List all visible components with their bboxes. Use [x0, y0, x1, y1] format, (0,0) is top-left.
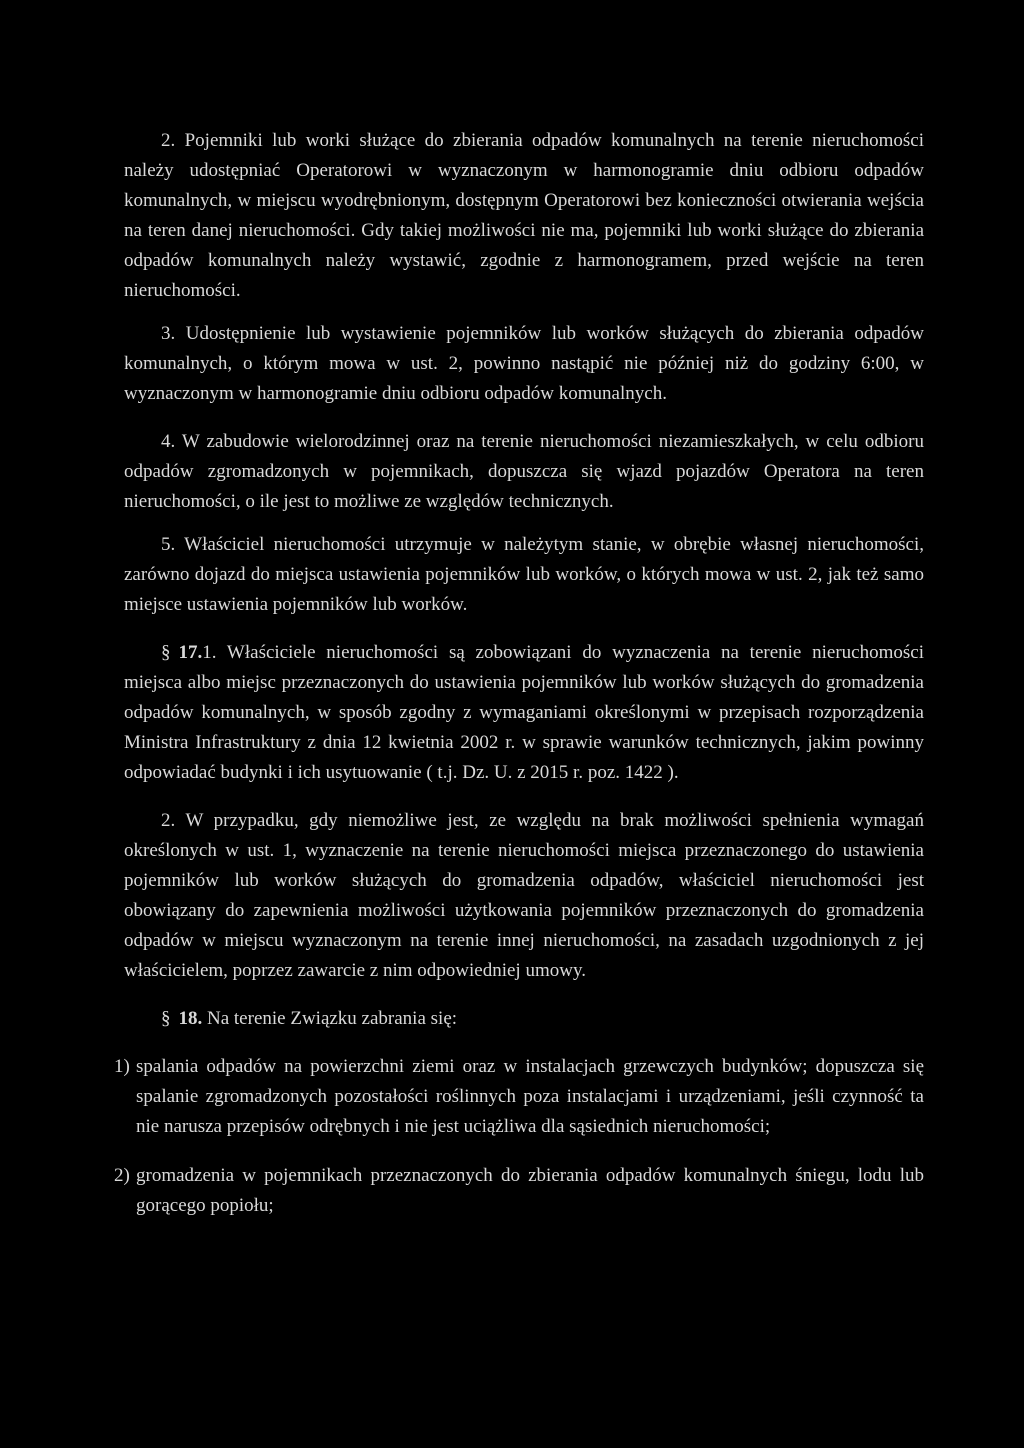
list-item-number: 1) [114, 1056, 130, 1077]
paragraph-4: 4. W zabudowie wielorodzinnej oraz na terenie nieruchomości niezamieszkałych, w celu odbioru odpadów zgromadzonych w pojemnikach, dopuszcza się wjazd pojazdów Operatora na teren nieruchomości, o ile jest to możliwe ze względów technicznych. [124, 431, 924, 512]
section-17-paragraph-1 [124, 638, 924, 788]
section-18-number: 18. [178, 1008, 203, 1029]
list-item [114, 1052, 924, 1142]
section-18-intro: Na terenie Związku zabrania się: [207, 1008, 458, 1029]
section-sign-17: § [161, 642, 171, 663]
section-18-heading [124, 1004, 924, 1034]
section-17-text: 1. Właściciele nieruchomości są zobowiązani do wyznaczenia na terenie nieruchomości miejsca albo miejsc przeznaczonych do ustawienia pojemników lub worków służących do gromadzenia odpadów komunalnych, w sposób zgodny z wymaganiami określonymi w przepisach rozporządzenia Ministra Infrastruktury z dnia 12 kwietnia 2002 r. w sprawie warunków technicznych, jakim powinny odpowiadać budynki i ich usytuowanie ( t.j. Dz. U. z 2015 r. poz. 1422 ). [124, 642, 924, 783]
prohibition-list [114, 1052, 924, 1221]
list-item-number: 2) [114, 1165, 130, 1186]
section-17-number: 17. [178, 642, 203, 663]
paragraph-2: 2. Pojemniki lub worki służące do zbierania odpadów komunalnych na terenie nieruchomości należy udostępniać Operatorowi w wyznaczonym w harmonogramie dniu odbioru odpadów komunalnych, w miejscu wyodrębnionym, dostępnym Operatorowi bez konieczności otwierania wejścia na teren danej nieruchomości. Gdy takiej możliwości nie ma, pojemniki lub worki służące do zbierania odpadów komunalnych należy wystawić, zgodnie z harmonogramem, przed wejście na teren nieruchomości. [124, 130, 924, 301]
paragraph-5: 5. Właściciel nieruchomości utrzymuje w należytym stanie, w obrębie własnej nieruchomości, zarówno dojazd do miejsca ustawienia pojemników lub worków, o których mowa w ust. 2, jak też samo miejsce ustawienia pojemników lub worków. [124, 534, 924, 615]
list-item-text: spalania odpadów na powierzchni ziemi oraz w instalacjach grzewczych budynków; dopuszcza się spalanie zgromadzonych pozostałości roślinnych poza instalacjami i urządzeniami, jeśli czynność ta nie narusza przepisów odrębnych i nie jest uciążliwa dla sąsiednich nieruchomości; [136, 1056, 924, 1137]
paragraph-3: 3. Udostępnienie lub wystawienie pojemników lub worków służących do zbierania odpadów komunalnych, o którym mowa w ust. 2, powinno nastąpić nie później niż do godziny 6:00, w wyznaczonym w harmonogramie dniu odbioru odpadów komunalnych. [124, 323, 924, 404]
list-item-text: gromadzenia w pojemnikach przeznaczonych do zbierania odpadów komunalnych śniegu, lodu lub gorącego popiołu; [136, 1165, 924, 1216]
list-item [114, 1161, 924, 1221]
document-page [114, 126, 924, 1221]
section-17-paragraph-2: 2. W przypadku, gdy niemożliwe jest, ze względu na brak możliwości spełnienia wymagań określonych w ust. 1, wyznaczenie na terenie nieruchomości miejsca przeznaczonego do ustawienia pojemników lub worków służących do gromadzenia odpadów, właściciel nieruchomości jest obowiązany do zapewnienia możliwości użytkowania pojemników przeznaczonych do gromadzenia odpadów w miejscu wyznaczonym na terenie innej nieruchomości, na zasadach uzgodnionych z jej właścicielem, poprzez zawarcie z nim odpowiedniej umowy. [124, 810, 924, 981]
section-sign-18: § [161, 1008, 171, 1029]
